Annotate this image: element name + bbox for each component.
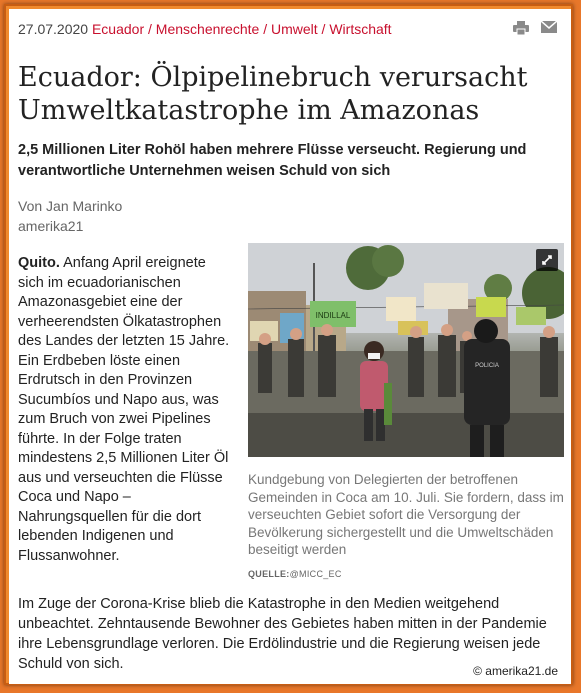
article-page (9, 9, 571, 684)
category-link-wirtschaft[interactable]: Wirtschaft (329, 21, 392, 37)
article-date: 27.07.2020 (18, 21, 89, 37)
category-link-umwelt[interactable]: Umwelt (270, 21, 318, 37)
article-paragraph-2: Im Zuge der Corona-Krise blieb die Katastrophe in den Medien weitgehend unbeachtet. Zehntausende Bewohner des Gebietes haben mitten in der Pandemie ihre Lebensgrundlage verloren. Die Erdölindustrie und die Regierung weisen jede Schuld von sich. (18, 596, 547, 672)
category-separator: / (148, 21, 152, 37)
category-separator: / (263, 21, 268, 37)
source-label: QUELLE: (248, 568, 290, 579)
source-value: @MICC_EC (289, 568, 342, 579)
watermark: © amerika21.de (473, 664, 558, 678)
expand-icon (536, 249, 558, 271)
article-lead: 2,5 Millionen Liter Rohöl haben mehrere Flüsse verseucht. Regierung und verantwortliche Unternehmen weisen Schuld von sich (18, 142, 527, 179)
paragraph-1-text: Anfang April ereignete sich im ecuadorianischen Amazonasgebiet eine der verheerendsten Ölkatastrophen des Landes der letzten 15 Jahre. Ein Erdbeben löste einen Erdrutsch in den Provinzen Sucumbíos und Napo aus, was zum Bruch von zwei Pipelines führte. In der Folge traten mindestens 2,5 Millionen Liter Öl aus und verseuchten die Flüsse Coca und Napo – Nahrungsquellen für die dort lebenden Indigenen und Flussanwohner. (18, 255, 230, 564)
article-actions (513, 21, 557, 35)
author-link[interactable]: Jan Marinko (46, 198, 123, 214)
outlet-name: amerika21 (18, 218, 84, 234)
category-link-ecuador[interactable]: Ecuador (91, 21, 145, 37)
byline (18, 196, 122, 236)
protest-photo (248, 243, 564, 457)
article-meta (18, 21, 392, 37)
print-icon[interactable] (513, 21, 529, 35)
protest-sign-text: INDILLAL (315, 311, 351, 320)
byline-prefix: Von (18, 198, 43, 214)
photo-illustration (248, 243, 564, 457)
photo-source (248, 569, 564, 579)
article-paragraph-1 (18, 254, 233, 566)
category-separator: / (321, 21, 326, 37)
dateline: Quito. (18, 255, 60, 271)
police-vest-text: POLICIA (475, 363, 499, 369)
article-figure (248, 243, 564, 579)
email-icon[interactable] (541, 21, 557, 33)
photo-caption: Kundgebung von Delegierten der betroffenen Gemeinden in Coca am 10. Juli. Sie fordern, dass im verseuchten Gebiet sofort die Versorgung der Bevölkerung sichergestellt und die Umweltschäden beseitigt werden (248, 472, 564, 557)
expand-image-button[interactable] (536, 249, 558, 271)
article-title: Ecuador: Ölpipelinebruch verursacht Umweltkatastrophe im Amazonas (18, 62, 528, 126)
category-link-menschenrechte[interactable]: Menschenrechte (155, 21, 260, 37)
